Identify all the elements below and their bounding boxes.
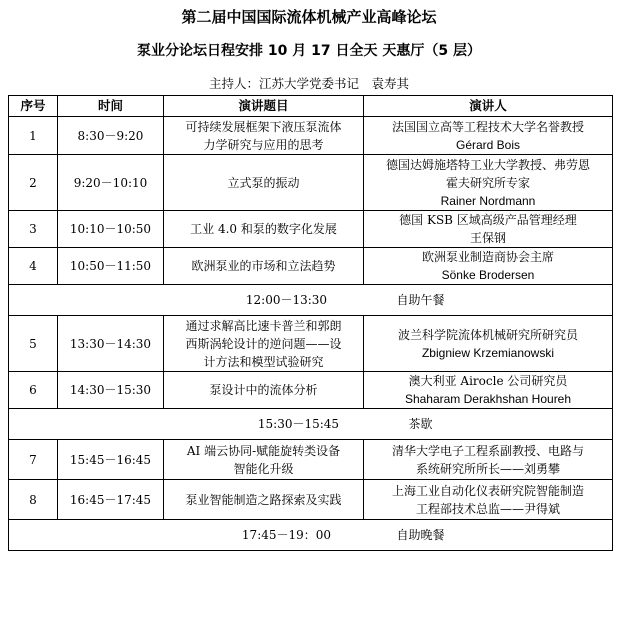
header-time: 时间 xyxy=(58,96,164,117)
row-speaker xyxy=(364,211,613,248)
host-line: 主持人：江苏大学党委书记 袁寿其 xyxy=(208,76,409,91)
row-time: 9:20－10:10 xyxy=(58,155,164,211)
table-row xyxy=(9,211,613,248)
row-number: 7 xyxy=(9,440,58,480)
header-no: 序号 xyxy=(9,96,58,117)
table-row xyxy=(9,117,613,155)
speaker-name: Sönke Brodersen xyxy=(441,268,535,282)
row-time: 14:30－15:30 xyxy=(58,372,164,409)
speaker-desc: 清华大学电子工程系副教授、电路与 xyxy=(391,443,584,458)
topic-line: 通过求解高比速卡普兰和郭朗 xyxy=(185,318,342,333)
speaker-desc: 波兰科学院流体机械研究所研究员 xyxy=(397,327,578,342)
break-time: 12:00－13:30 xyxy=(245,293,328,307)
topic-line: 力学研究与应用的思考 xyxy=(203,137,324,152)
row-topic xyxy=(164,316,364,372)
topic-line: 西斯涡轮设计的逆问题——设 xyxy=(185,336,342,351)
table-row xyxy=(9,248,613,285)
topic-line: 可持续发展框架下液压泵流体 xyxy=(185,119,342,134)
speaker-name: Rainer Nordmann xyxy=(440,193,536,208)
break-label: 自助午餐 xyxy=(396,293,445,307)
speaker-desc: 霍夫研究所专家 xyxy=(445,175,530,190)
row-number: 4 xyxy=(9,248,58,285)
row-time: 16:45－17:45 xyxy=(58,480,164,520)
topic-line: 立式泵的振动 xyxy=(227,175,300,190)
schedule-body xyxy=(9,117,613,551)
break-label: 茶歇 xyxy=(408,417,433,431)
row-speaker xyxy=(364,480,613,520)
row-time: 8:30－9:20 xyxy=(58,117,164,155)
speaker-desc: 澳大利亚 Airocle 公司研究员 xyxy=(408,374,568,388)
speaker-desc: 工程部技术总监——尹得斌 xyxy=(415,501,560,516)
topic-line: 泵业智能制造之路探索及实践 xyxy=(185,492,342,507)
row-number: 8 xyxy=(9,480,58,520)
speaker-desc: 法国国立高等工程技术大学名誉教授 xyxy=(391,119,584,134)
page-subtitle: 泵业分论坛日程安排 10 月 17 日全天 天惠厅（5 层） xyxy=(137,43,481,59)
row-speaker xyxy=(364,248,613,285)
row-number: 1 xyxy=(9,117,58,155)
topic-line: 泵设计中的流体分析 xyxy=(209,383,318,397)
break-time: 17:45－19：00 xyxy=(241,528,332,542)
topic-line: 工业 4.0 和泵的数字化发展 xyxy=(190,222,337,236)
row-speaker xyxy=(364,440,613,480)
header-row xyxy=(9,96,613,117)
row-time: 10:50－11:50 xyxy=(58,248,164,285)
speaker-desc: 欧洲泵业制造商协会主席 xyxy=(421,250,554,264)
row-topic xyxy=(164,248,364,285)
topic-line: 计方法和模型试验研究 xyxy=(203,354,324,369)
row-speaker xyxy=(364,155,613,211)
table-row xyxy=(9,440,613,480)
row-speaker xyxy=(364,117,613,155)
row-number: 6 xyxy=(9,372,58,409)
break-time: 15:30－15:45 xyxy=(257,417,340,431)
speaker-desc: 德国达姆施塔特工业大学教授、弗劳恩 xyxy=(385,157,590,172)
table-row xyxy=(9,316,613,372)
topic-line: 智能化升级 xyxy=(233,461,294,476)
row-topic xyxy=(164,372,364,409)
row-number: 5 xyxy=(9,316,58,372)
break-cell xyxy=(9,520,613,551)
speaker-desc: 上海工业自动化仪表研究院智能制造 xyxy=(391,483,584,498)
break-row xyxy=(9,520,613,551)
row-topic xyxy=(164,480,364,520)
break-cell xyxy=(9,409,613,440)
speaker-name: Gérard Bois xyxy=(455,137,521,152)
table-row xyxy=(9,155,613,211)
speaker-name: 王保钢 xyxy=(469,231,506,245)
row-time: 10:10－10:50 xyxy=(58,211,164,248)
row-topic xyxy=(164,155,364,211)
row-number: 2 xyxy=(9,155,58,211)
schedule-table xyxy=(8,95,613,551)
row-time: 13:30－14:30 xyxy=(58,316,164,372)
row-speaker xyxy=(364,372,613,409)
row-topic xyxy=(164,117,364,155)
table-row xyxy=(9,372,613,409)
speaker-desc: 系统研究所所长——刘勇攀 xyxy=(415,461,560,476)
header-speaker: 演讲人 xyxy=(364,96,613,117)
break-cell xyxy=(9,285,613,316)
page-title: 第二届中国国际流体机械产业高峰论坛 xyxy=(181,8,437,26)
speaker-name: Zbigniew Krzemianowski xyxy=(421,345,555,360)
table-row xyxy=(9,480,613,520)
break-row xyxy=(9,285,613,316)
topic-line: 欧洲泵业的市场和立法趋势 xyxy=(191,259,336,273)
header-topic: 演讲题目 xyxy=(164,96,364,117)
row-time: 15:45－16:45 xyxy=(58,440,164,480)
row-number: 3 xyxy=(9,211,58,248)
break-label: 自助晚餐 xyxy=(396,528,445,542)
row-topic xyxy=(164,211,364,248)
speaker-name: Shaharam Derakhshan Houreh xyxy=(404,392,572,406)
topic-line: AI 端云协同-赋能旋转类设备 xyxy=(186,443,341,458)
row-topic xyxy=(164,440,364,480)
speaker-desc: 德国 KSB 区域高级产品管理经理 xyxy=(399,213,577,227)
break-row xyxy=(9,409,613,440)
row-speaker xyxy=(364,316,613,372)
